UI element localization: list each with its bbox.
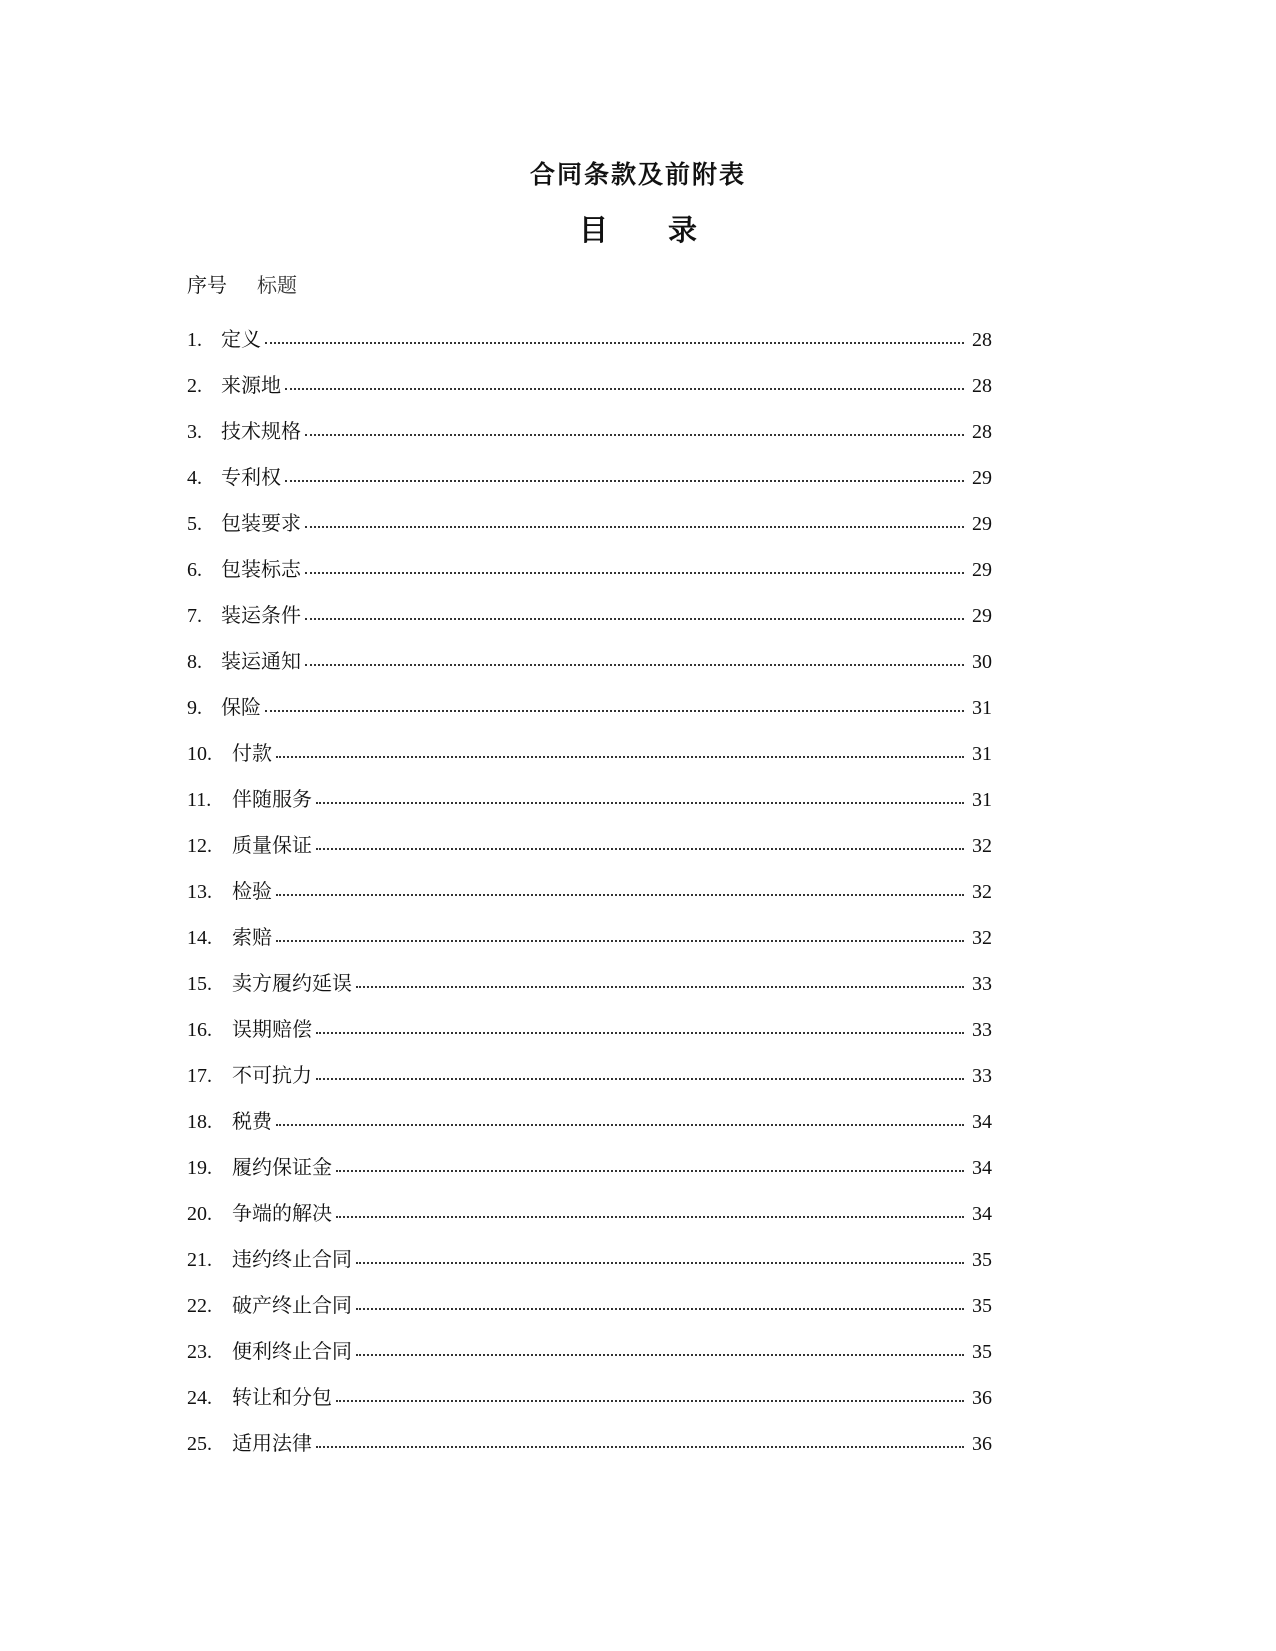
toc-entry-title: 争端的解决: [232, 1201, 332, 1225]
toc-entry-title: 质量保证: [232, 833, 312, 857]
toc-entry-page: 29: [972, 467, 992, 489]
toc-entry-title: 不可抗力: [232, 1063, 312, 1087]
toc-entry[interactable]: [187, 326, 992, 372]
toc-entry-number: 13.: [187, 881, 212, 903]
toc-entry-number: 6.: [187, 559, 202, 581]
toc-entry-page: 32: [972, 881, 992, 903]
toc-entry-page: 33: [972, 1019, 992, 1041]
toc-dot-leader: [276, 924, 964, 944]
toc-entry-number: 25.: [187, 1433, 212, 1455]
toc-entry-number: 16.: [187, 1019, 212, 1041]
toc-entry-number: 5.: [187, 513, 202, 535]
toc-entry-number: 22.: [187, 1295, 212, 1317]
toc-list: [187, 326, 992, 1476]
toc-entry-number: 24.: [187, 1387, 212, 1409]
toc-entry-title: 定义: [221, 327, 261, 351]
toc-entry-number: 15.: [187, 973, 212, 995]
toc-entry[interactable]: [187, 1154, 992, 1200]
toc-entry-number: 4.: [187, 467, 202, 489]
toc-entry-page: 33: [972, 1065, 992, 1087]
toc-entry-title: 来源地: [221, 373, 281, 397]
toc-entry-title: 卖方履约延误: [232, 971, 352, 995]
toc-entry-page: 32: [972, 835, 992, 857]
toc-entry[interactable]: [187, 1292, 992, 1338]
toc-entry-number: 1.: [187, 329, 202, 351]
toc-entry-page: 35: [972, 1249, 992, 1271]
toc-entry[interactable]: [187, 1384, 992, 1430]
toc-entry-number: 19.: [187, 1157, 212, 1179]
toc-entry-number: 7.: [187, 605, 202, 627]
toc-dot-leader: [265, 694, 964, 714]
toc-entry-page: 29: [972, 605, 992, 627]
toc-entry[interactable]: [187, 1430, 992, 1476]
toc-entry-page: 31: [972, 789, 992, 811]
toc-entry-number: 8.: [187, 651, 202, 673]
toc-entry-page: 29: [972, 559, 992, 581]
toc-entry-title: 违约终止合同: [232, 1247, 352, 1271]
toc-entry-number: 20.: [187, 1203, 212, 1225]
toc-entry-title: 专利权: [221, 465, 281, 489]
toc-entry-title: 保险: [221, 695, 261, 719]
toc-entry-number: 12.: [187, 835, 212, 857]
toc-entry[interactable]: [187, 602, 992, 648]
toc-entry[interactable]: [187, 970, 992, 1016]
toc-entry-number: 21.: [187, 1249, 212, 1271]
toc-dot-leader: [316, 832, 964, 852]
toc-entry-page: 34: [972, 1203, 992, 1225]
toc-dot-leader: [316, 1430, 964, 1450]
toc-entry-title: 履约保证金: [232, 1155, 332, 1179]
toc-entry-number: 9.: [187, 697, 202, 719]
toc-entry-page: 34: [972, 1157, 992, 1179]
toc-entry[interactable]: [187, 372, 992, 418]
toc-entry-title: 检验: [232, 879, 272, 903]
toc-entry-number: 3.: [187, 421, 202, 443]
toc-entry[interactable]: [187, 924, 992, 970]
toc-entry-title: 伴随服务: [232, 787, 312, 811]
toc-entry-title: 误期赔偿: [232, 1017, 312, 1041]
toc-entry-page: 32: [972, 927, 992, 949]
toc-dot-leader: [276, 1108, 964, 1128]
toc-dot-leader: [316, 1016, 964, 1036]
toc-dot-leader: [305, 418, 964, 438]
toc-entry-page: 31: [972, 743, 992, 765]
toc-dot-leader: [336, 1200, 964, 1220]
toc-entry[interactable]: [187, 786, 992, 832]
toc-entry[interactable]: [187, 1062, 992, 1108]
toc-entry[interactable]: [187, 1338, 992, 1384]
toc-entry[interactable]: [187, 418, 992, 464]
toc-dot-leader: [316, 1062, 964, 1082]
toc-entry-title: 便利终止合同: [232, 1339, 352, 1363]
toc-entry-number: 14.: [187, 927, 212, 949]
toc-entry[interactable]: [187, 464, 992, 510]
toc-entry-number: 17.: [187, 1065, 212, 1087]
toc-dot-leader: [305, 602, 964, 622]
toc-entry-number: 23.: [187, 1341, 212, 1363]
toc-entry[interactable]: [187, 1200, 992, 1246]
document-title: 合同条款及前附表: [529, 160, 746, 189]
toc-entry-title: 付款: [232, 741, 272, 765]
toc-dot-leader: [356, 1246, 964, 1266]
toc-entry[interactable]: [187, 740, 992, 786]
toc-entry-page: 36: [972, 1387, 992, 1409]
toc-entry-page: 36: [972, 1433, 992, 1455]
toc-entry[interactable]: [187, 1108, 992, 1154]
toc-entry-page: 31: [972, 697, 992, 719]
toc-dot-leader: [265, 326, 964, 346]
toc-dot-leader: [356, 1338, 964, 1358]
toc-entry-title: 转让和分包: [232, 1385, 332, 1409]
toc-entry-title: 装运条件: [221, 603, 301, 627]
toc-entry-title: 适用法律: [232, 1431, 312, 1455]
toc-entry-page: 28: [972, 375, 992, 397]
toc-dot-leader: [276, 740, 964, 760]
toc-dot-leader: [336, 1154, 964, 1174]
toc-dot-leader: [285, 372, 964, 392]
toc-dot-leader: [305, 648, 964, 668]
toc-column-header: [187, 272, 297, 298]
toc-entry[interactable]: [187, 694, 992, 740]
toc-entry-title: 破产终止合同: [232, 1293, 352, 1317]
toc-entry-title: 税费: [232, 1109, 272, 1133]
toc-entry-page: 30: [972, 651, 992, 673]
toc-entry[interactable]: [187, 556, 992, 602]
toc-entry-title: 包装要求: [221, 511, 301, 535]
toc-dot-leader: [356, 970, 964, 990]
toc-dot-leader: [356, 1292, 964, 1312]
toc-dot-leader: [276, 878, 964, 898]
toc-entry[interactable]: [187, 1246, 992, 1292]
toc-entry-number: 2.: [187, 375, 202, 397]
toc-entry-title: 包装标志: [221, 557, 301, 581]
toc-entry-number: 11.: [187, 789, 212, 811]
toc-entry[interactable]: [187, 648, 992, 694]
column-number-label: 序号: [187, 273, 227, 297]
toc-heading: [0, 212, 1276, 248]
toc-dot-leader: [305, 556, 964, 576]
toc-dot-leader: [305, 510, 964, 530]
toc-entry-number: 10.: [187, 743, 212, 765]
toc-heading-left: 目: [578, 213, 608, 247]
toc-dot-leader: [336, 1384, 964, 1404]
toc-dot-leader: [285, 464, 964, 484]
column-title-label: 标题: [257, 273, 297, 297]
toc-heading-right: 录: [668, 213, 698, 247]
toc-entry-page: 35: [972, 1341, 992, 1363]
toc-entry-page: 35: [972, 1295, 992, 1317]
toc-entry-number: 18.: [187, 1111, 212, 1133]
toc-entry-title: 技术规格: [221, 419, 301, 443]
toc-entry[interactable]: [187, 510, 992, 556]
toc-entry-page: 28: [972, 329, 992, 351]
toc-entry-page: 29: [972, 513, 992, 535]
toc-entry-page: 28: [972, 421, 992, 443]
toc-entry[interactable]: [187, 832, 992, 878]
toc-entry-page: 33: [972, 973, 992, 995]
toc-entry-page: 34: [972, 1111, 992, 1133]
toc-entry-title: 装运通知: [221, 649, 301, 673]
toc-entry-title: 索赔: [232, 925, 272, 949]
toc-entry[interactable]: [187, 1016, 992, 1062]
toc-entry[interactable]: [187, 878, 992, 924]
toc-dot-leader: [316, 786, 964, 806]
